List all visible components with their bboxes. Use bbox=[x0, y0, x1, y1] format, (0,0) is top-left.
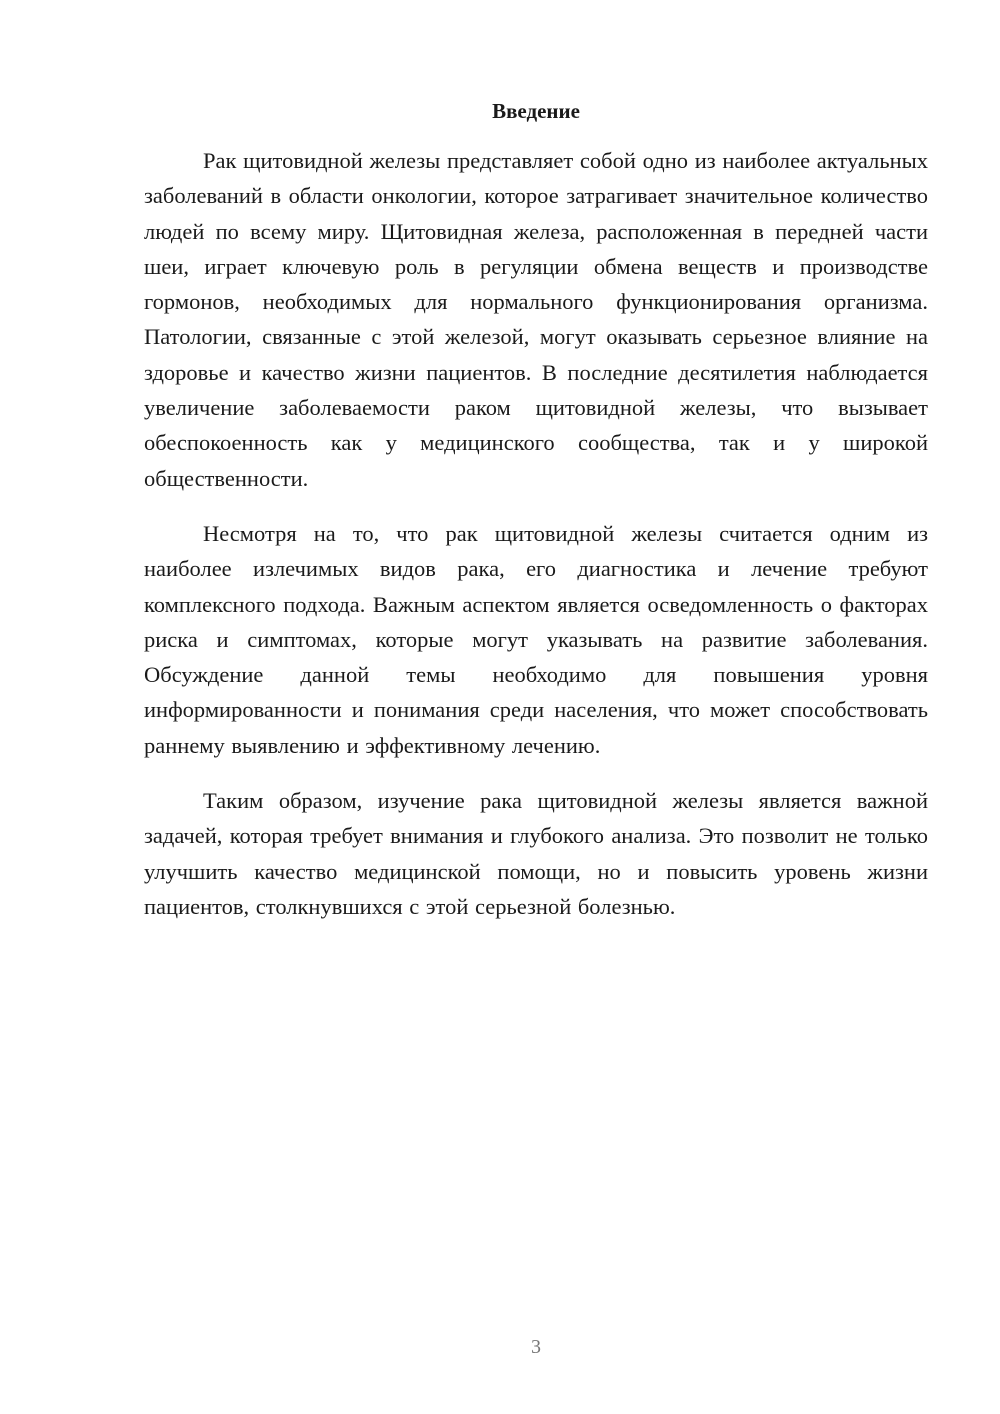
section-title: Введение bbox=[492, 99, 580, 123]
paragraph-1: Рак щитовидной железы представляет собой одно из наиболее актуальных заболеваний в области онкологии, которое затрагивает значительное количество людей по всему миру. Щитовидная железа, расположенная в передней части шеи, играет ключевую роль в регуляции обмена веществ и производстве гормонов, необходимых для нормального функционирования организма. Патологии, связанные с этой железой, могут оказывать серьезное влияние на здоровье и качество жизни пациентов. В последние десятилетия наблюдается увеличение заболеваемости раком щитовидной железы, что вызывает обеспокоенность как у медицинского сообщества, так и у широкой общественности. bbox=[144, 148, 928, 491]
paragraph-3: Таким образом, изучение рака щитовидной железы является важной задачей, которая требует внимания и глубокого анализа. Это позволит не только улучшить качество медицинской помощи, но и повысить уровень жизни пациентов, столкнувшихся с этой серьезной болезнью. bbox=[144, 788, 928, 919]
page-number: 3 bbox=[531, 1336, 541, 1358]
document-body bbox=[144, 143, 928, 944]
paragraph-2: Несмотря на то, что рак щитовидной железы считается одним из наиболее излечимых видов рака, его диагностика и лечение требуют комплексного подхода. Важным аспектом является осведомленность о факторах риска и симптомах, которые могут указывать на развитие заболевания. Обсуждение данной темы необходимо для повышения уровня информированности и понимания среди населения, что может способствовать раннему выявлению и эффективному лечению. bbox=[144, 520, 928, 758]
